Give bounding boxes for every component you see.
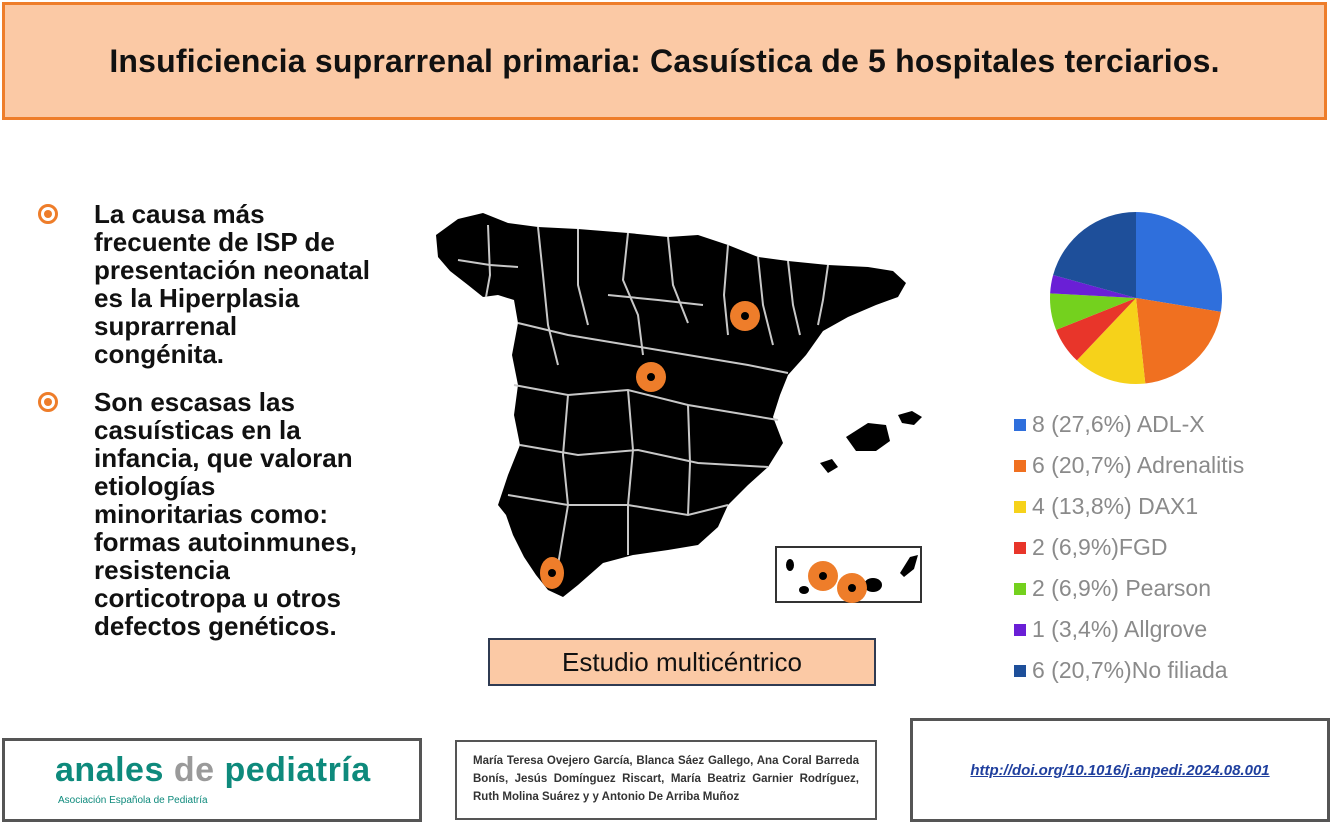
logo-word: pediatría <box>214 751 371 789</box>
balearic-islands <box>820 459 838 473</box>
legend-swatch <box>1014 460 1026 472</box>
legend-item <box>1014 486 1244 527</box>
hospital-marker <box>808 561 838 591</box>
bullet-line: presentación neonatal <box>94 255 370 285</box>
title-banner <box>2 2 1327 120</box>
hospital-marker <box>540 557 564 589</box>
bullet-line: frecuente de ISP de <box>94 227 335 257</box>
bullet-line: suprarrenal <box>94 311 238 341</box>
doi-box <box>910 718 1330 822</box>
bullet-line: formas autoinmunes, <box>94 527 357 557</box>
legend-label: 6 (20,7%)No filiada <box>1032 657 1228 683</box>
balearic-islands <box>846 423 890 451</box>
bullet-line: es la Hiperplasia <box>94 283 300 313</box>
legend-label: 8 (27,6%) ADL-X <box>1032 411 1205 437</box>
hospital-marker <box>730 301 760 331</box>
legend-item <box>1014 445 1244 486</box>
pie-chart <box>1044 206 1228 390</box>
bullet-list <box>38 200 418 660</box>
hospital-marker <box>837 573 867 603</box>
journal-logo-box <box>2 738 422 822</box>
bullet-line: defectos genéticos. <box>94 611 337 641</box>
legend-item <box>1014 650 1244 691</box>
bullet-line: casuísticas en la <box>94 415 301 445</box>
bullet-item <box>38 388 418 640</box>
legend-swatch <box>1014 542 1026 554</box>
bullet-line: corticotropa u otros <box>94 583 342 613</box>
legend-item <box>1014 527 1244 568</box>
bullet-icon <box>38 392 58 412</box>
legend-swatch <box>1014 583 1026 595</box>
legend-swatch <box>1014 624 1026 636</box>
legend-swatch <box>1014 501 1026 513</box>
legend-label: 2 (6,9%) Pearson <box>1032 575 1211 601</box>
page-title: Insuficiencia suprarrenal primaria: Casuística de 5 hospitales terciarios. <box>109 42 1220 79</box>
spain-map <box>428 205 928 615</box>
bullet-text <box>94 200 370 368</box>
balearic-islands <box>898 411 922 425</box>
logo-word: de <box>173 751 215 789</box>
bullet-item <box>38 200 418 368</box>
authors-text: María Teresa Ovejero García, Blanca Sáez Gallego, Ana Coral Barreda Bonís, Jesús Domínguez Riscart, María Beatriz Garnier Rodríguez, Ruth Molina Suárez y y Antonio De Arriba Muñoz <box>473 755 859 803</box>
logo-word: anales <box>55 751 174 789</box>
authors-box <box>455 740 877 820</box>
bullet-icon <box>38 204 58 224</box>
legend-label: 2 (6,9%)FGD <box>1032 534 1168 560</box>
pie-legend <box>1014 404 1244 691</box>
legend-item <box>1014 404 1244 445</box>
legend-item <box>1014 568 1244 609</box>
bullet-line: minoritarias como: <box>94 499 329 529</box>
pie-slice <box>1136 298 1221 383</box>
journal-logo-subtitle: Asociación Española de Pediatría <box>58 795 208 806</box>
bullet-line: etiologías <box>94 471 216 501</box>
legend-swatch <box>1014 665 1026 677</box>
bullet-line: resistencia <box>94 555 230 585</box>
legend-swatch <box>1014 419 1026 431</box>
legend-item <box>1014 609 1244 650</box>
map-caption: Estudio multicéntrico <box>488 638 876 686</box>
bullet-line: La causa más <box>94 199 265 229</box>
bullet-text <box>94 388 357 640</box>
doi-link[interactable]: http://doi.org/10.1016/j.anpedi.2024.08.001 <box>970 761 1270 779</box>
bullet-line: Son escasas las <box>94 387 295 417</box>
bullet-line: congénita. <box>94 339 225 369</box>
pie-slice <box>1136 212 1222 312</box>
legend-label: 4 (13,8%) DAX1 <box>1032 493 1199 519</box>
journal-logo <box>55 751 371 790</box>
legend-label: 6 (20,7%) Adrenalitis <box>1032 452 1245 478</box>
bullet-line: infancia, que valoran <box>94 443 353 473</box>
hospital-marker <box>636 362 666 392</box>
legend-label: 1 (3,4%) Allgrove <box>1032 616 1208 642</box>
